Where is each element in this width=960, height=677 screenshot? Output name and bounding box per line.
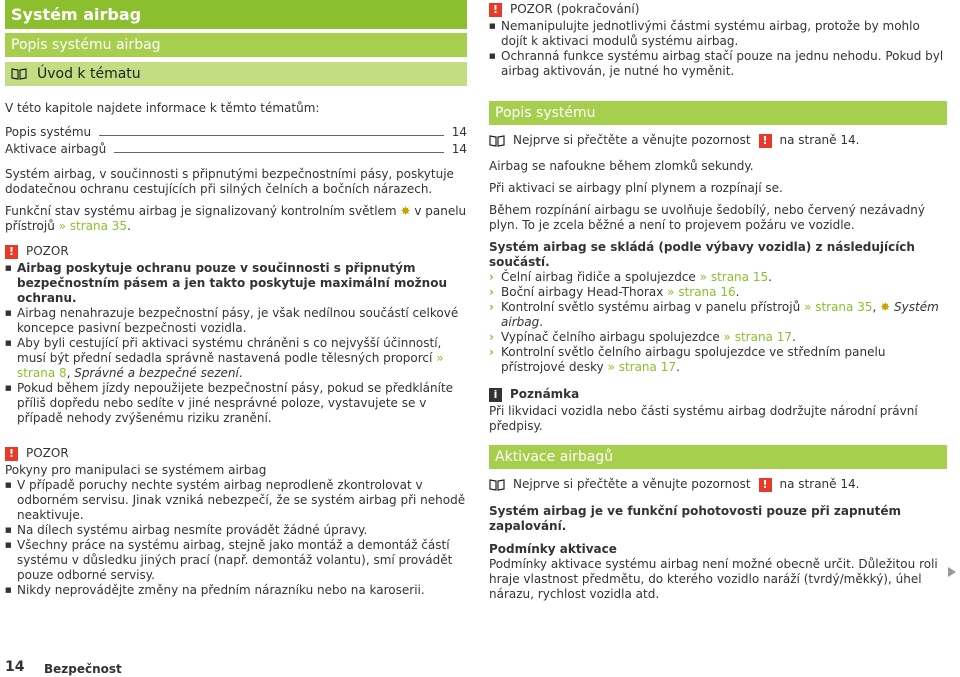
- warning-icon: !: [5, 447, 18, 461]
- toc-label[interactable]: Aktivace airbagů: [5, 142, 107, 156]
- page-link[interactable]: » strana 8: [17, 351, 444, 380]
- subheading: Podmínky aktivace: [489, 542, 617, 556]
- warning-item: ■ V případě poruchy nechte systém airbag neprodleně zkontrolovat v odborném servisu. Jinak vzniká nebezpečí, že se systém airbag při nehodě neaktivuje.: [5, 478, 467, 523]
- warning-item: ■ Airbag nenahrazuje bezpečnostní pásy, je však nedílnou součástí celkové koncepce pasivní bezpečnosti vozidla.: [5, 306, 467, 336]
- read-first-note: Nejprve si přečtěte a věnujte pozornost ! na straně 14.: [489, 477, 947, 492]
- warning-item: ■ Airbag poskytuje ochranu pouze v součinnosti s připnutým bezpečnostním pásem a jen takto poskytuje maximální možnou ochranu.: [5, 261, 467, 306]
- warning-lead: Pokyny pro manipulaci se systémem airbag: [5, 463, 267, 477]
- list-heading: Systém airbag se skládá (podle výbavy vozidla) z následujících součástí.: [489, 240, 915, 269]
- warning-icon: !: [759, 478, 772, 492]
- page-link[interactable]: » strana 17: [607, 360, 676, 374]
- page-number: 14: [5, 659, 25, 675]
- paragraph: Systém airbag, v součinnosti s připnutými bezpečnostními pásy, poskytuje dodatečnou ochranu cestujících při silných čelních a bočních nárazech.: [5, 167, 454, 196]
- page-link[interactable]: » strana 16: [667, 285, 736, 299]
- book-icon: [489, 135, 505, 147]
- toc-label[interactable]: Popis systému: [5, 125, 92, 139]
- page-link[interactable]: » strana 35: [58, 219, 128, 233]
- list-item: › Vypínač čelního airbagu spolujezdce » strana 17.: [489, 330, 796, 344]
- paragraph: Při aktivaci se airbagy plní plynem a rozpínají se.: [489, 181, 783, 195]
- right-column: [489, 0, 947, 602]
- airbag-warning-light-icon: ✸: [400, 204, 411, 218]
- warning-item: ■ Aby byli cestující při aktivaci systému chráněni s co nejvyšší účinností, musí být přední sedadla správně nastavená podle tělesných proporcí » strana 8, Správné a bezpečné sezení.: [5, 336, 467, 381]
- page-link[interactable]: » strana 15: [699, 270, 769, 284]
- warning-label: POZOR: [26, 244, 69, 258]
- airbag-warning-light-icon: ✸: [880, 300, 891, 314]
- book-icon: [11, 68, 27, 80]
- toc-page: 14: [451, 125, 467, 139]
- warning-item: ■ Nemanipulujte jednotlivými částmi systému airbag, protože by mohlo dojít k aktivaci modulů systému airbag.: [489, 19, 947, 49]
- intro-heading: Úvod k tématu: [37, 66, 141, 82]
- intro-text: V této kapitole najdete informace k těmto tématům:: [5, 101, 320, 115]
- warning-item: ■ Na dílech systému airbag nesmíte provádět žádné úpravy.: [5, 523, 467, 538]
- toc-row[interactable]: [5, 125, 467, 140]
- intro-bar: [5, 62, 467, 86]
- bold-paragraph: Systém airbag je ve funkční pohotovosti pouze při zapnutém zapalování.: [489, 504, 902, 533]
- paragraph: Podmínky aktivace systému airbag není možné obecně určit. Důležitou roli hraje vlastnost předmětu, do kterého vozidlo naráží (tvrdý/měkký), úhel nárazu, rychlost vozidla atd.: [489, 557, 938, 601]
- section-heading: Popis systému: [489, 101, 947, 125]
- book-icon: [489, 479, 505, 491]
- warning-item: ■ Nikdy neprovádějte změny na předním nárazníku nebo na karoserii.: [5, 583, 467, 598]
- info-icon: i: [489, 388, 502, 402]
- section-heading: Aktivace airbagů: [489, 445, 947, 469]
- chevron-right-icon: ›: [489, 300, 494, 314]
- paragraph: Funkční stav systému airbag je signalizovaný kontrolním světlem ✸ v panelu přístrojů » strana 35.: [5, 204, 467, 233]
- warning-header: [5, 244, 467, 259]
- section-title: Popis systému airbag: [5, 33, 467, 57]
- warning-label: POZOR: [26, 446, 69, 460]
- chapter-title: Systém airbag: [5, 0, 467, 29]
- warning-header: [489, 2, 947, 17]
- warning-icon: !: [5, 245, 18, 259]
- toc-page: 14: [451, 142, 467, 156]
- paragraph: Airbag se nafoukne během zlomků sekundy.: [489, 159, 754, 173]
- chevron-right-icon: ›: [489, 330, 494, 344]
- paragraph: Během rozpínání airbagu se uvolňuje šedobílý, nebo červený nezávadný plyn. To je zcela běžné a není to projevem požáru ve vozidle.: [489, 203, 925, 232]
- warning-icon: !: [759, 134, 772, 148]
- warning-item: ■ Ochranná funkce systému airbag stačí pouze na jednu nehodu. Pokud byl airbag aktivován, je nutné ho vyměnit.: [489, 49, 947, 79]
- list-item: › Čelní airbag řidiče a spolujezdce » strana 15.: [489, 270, 772, 284]
- warning-header: [5, 446, 467, 461]
- read-first-note: Nejprve si přečtěte a věnujte pozornost ! na straně 14.: [489, 133, 947, 148]
- page-link[interactable]: » strana 17: [723, 330, 792, 344]
- footer-section: Bezpečnost: [44, 662, 122, 676]
- warning-icon: !: [489, 3, 502, 17]
- chevron-right-icon: ›: [489, 285, 494, 299]
- chevron-right-icon: ›: [489, 270, 494, 284]
- warning-item: ■ Pokud během jízdy nepoužijete bezpečnostní pásy, pokud se předkláníte příliš dopředu nebo sedíte v jiné nesprávné poloze, vystavujete se v případě nehody zvýšenému riziku zranění.: [5, 381, 467, 426]
- left-column: [5, 0, 467, 598]
- list-item: › Kontrolní světlo systému airbag v panelu přístrojů » strana 35, ✸ Systém airbag.: [489, 300, 939, 329]
- list-item: › Kontrolní světlo čelního airbagu spolujezdce ve středním panelu přístrojové desky » strana 17.: [489, 345, 886, 374]
- chevron-right-icon: ›: [489, 345, 494, 359]
- next-page-arrow-icon: [948, 567, 956, 577]
- note-header: [489, 387, 947, 402]
- list-item: › Boční airbagy Head-Thorax » strana 16.: [489, 285, 740, 299]
- warning-label: POZOR (pokračování): [510, 2, 640, 16]
- warning-item: ■ Všechny práce na systému airbag, stejně jako montáž a demontáž částí systému v důsledku jiných prací (např. demontáž volantu), smí provádět pouze odborné servisy.: [5, 538, 467, 583]
- page-link[interactable]: » strana 35: [804, 300, 873, 314]
- toc-row[interactable]: [5, 142, 467, 157]
- note-text: Při likvidaci vozidla nebo části systému airbag dodržujte národní právní předpisy.: [489, 404, 918, 433]
- note-label: Poznámka: [510, 387, 580, 401]
